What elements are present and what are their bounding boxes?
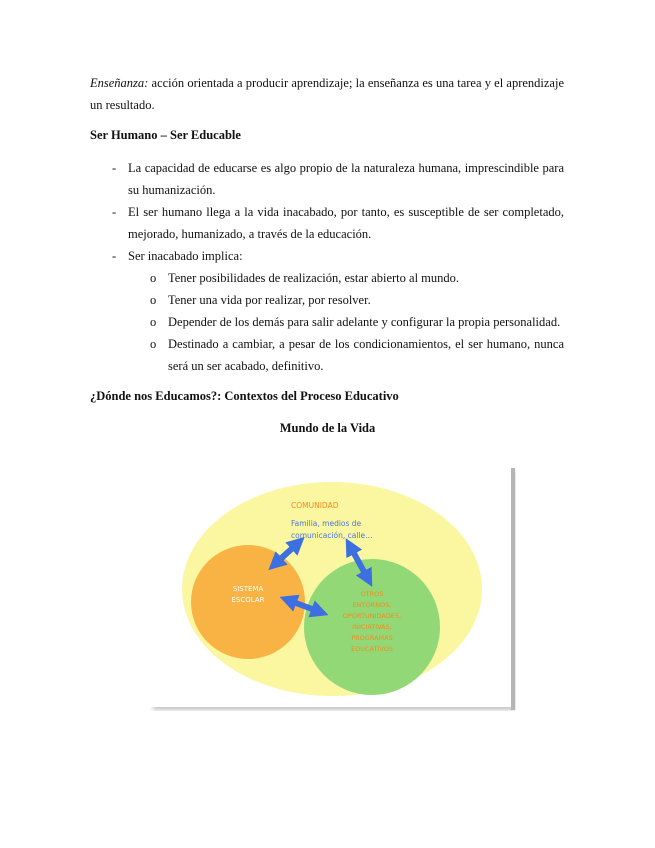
- label-sistema-1: SISTEMA: [232, 585, 264, 593]
- section-title-ser-humano: Ser Humano – Ser Educable: [90, 128, 241, 142]
- label-sistema-2: ESCOLAR: [231, 596, 265, 604]
- list-item: - La capacidad de educarse es algo propio de la naturaleza humana, imprescindible para su humanización.: [112, 161, 564, 197]
- label-otros-4: INICIATIVAS,: [352, 623, 392, 631]
- contexts-diagram: [150, 468, 516, 711]
- intro-text: acción orientada a producir aprendizaje; la enseñanza es una tarea y el aprendizaje un resultado.: [90, 76, 564, 112]
- sub-list-item: o Tener posibilidades de realización, estar abierto al mundo.: [150, 271, 460, 285]
- label-otros-3: OPORTUNIDADES,: [342, 612, 402, 620]
- label-comunidad-desc-2: comunicación, calle…: [291, 531, 373, 540]
- sub-list: [128, 267, 564, 377]
- label-otros-5: PROGRAMAS: [351, 634, 393, 642]
- label-otros-2: ENTORNOS,: [352, 601, 392, 609]
- label-comunidad: COMUNIDAD: [291, 501, 339, 510]
- list-item: - El ser humano llega a la vida inacabado, por tanto, es susceptible de ser completado, mejorado, humanizado, a través de la educación.: [112, 205, 564, 241]
- section-title-contextos: ¿Dónde nos Educamos?: Contextos del Proceso Educativo: [90, 389, 399, 403]
- diagram-svg: [150, 468, 516, 711]
- label-comunidad-desc-1: Familia, medios de: [291, 519, 362, 528]
- sub-list-item: o Destinado a cambiar, a pesar de los condicionamientos, el ser humano, nunca será un ser acabado, definitivo.: [150, 337, 564, 373]
- list-item: - Ser inacabado implica: o Tener posibilidades de realización, estar abierto al mundo. o Tener una vida por realizar, por resolver. o Depender de los demás para salir adelante y configurar la propia personalidad. o Destinado a cambiar, a pesar de los condicionamientos, el ser humano, nunca será un ser acabado, definitivo.: [90, 245, 564, 377]
- intro-term: Enseñanza:: [90, 76, 149, 90]
- label-otros-1: OTROS: [360, 590, 384, 598]
- section-subtitle: Mundo de la Vida: [279, 421, 376, 435]
- sub-list-item: o Depender de los demás para salir adelante y configurar la propia personalidad.: [150, 315, 561, 329]
- sub-list-item: o Tener una vida por realizar, por resolver.: [150, 293, 371, 307]
- bullet-list: [90, 157, 564, 377]
- frame-edge: [511, 468, 515, 710]
- intro-paragraph: [90, 72, 564, 116]
- label-otros-6: EDUCATIVOS: [351, 645, 393, 653]
